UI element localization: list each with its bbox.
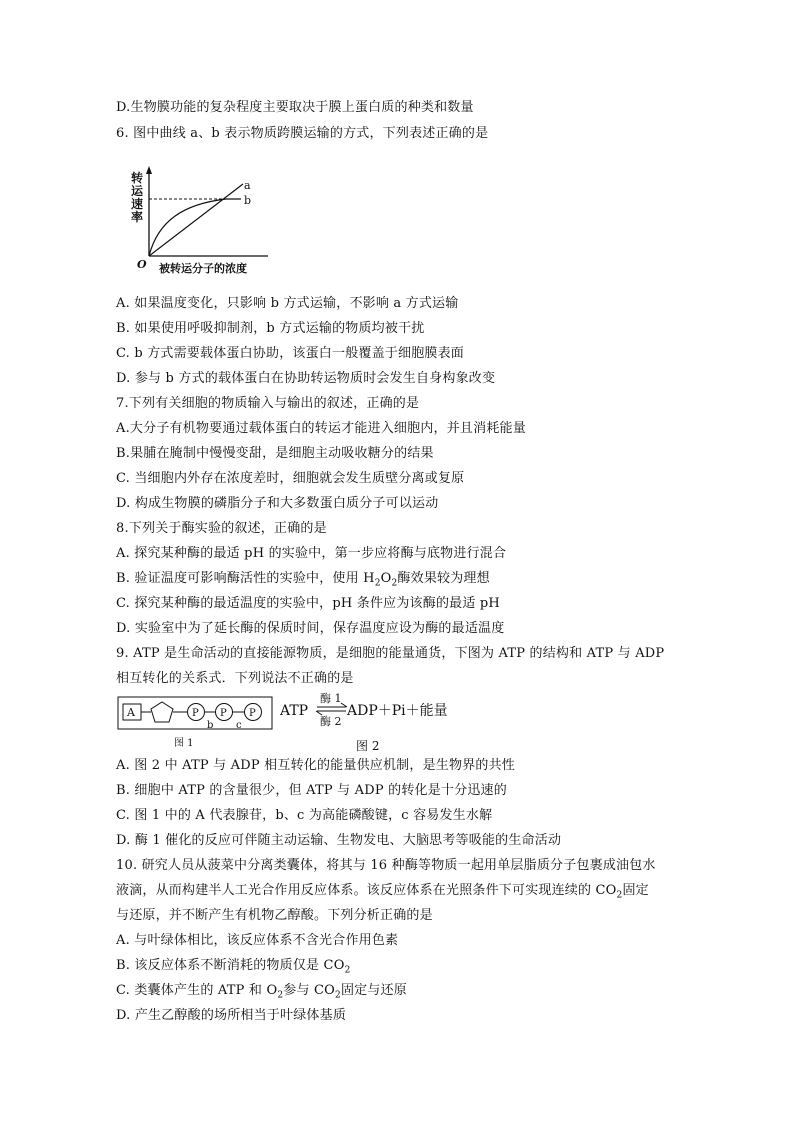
- q8-option-d: D. 实验室中为了延长酶的保质时间，保存温度应设为酶的最适温度: [116, 621, 505, 636]
- equation-products: ADP＋Pi＋能量: [347, 703, 448, 719]
- question-9-stem-line2: 相互转化的关系式．下列说法不正确的是: [116, 671, 354, 686]
- transport-rate-graph: [128, 166, 278, 278]
- ribose-pentagon: [151, 702, 173, 722]
- q10b-pre: B. 该反应体系不断消耗的物质仅是 CO: [116, 958, 345, 973]
- question-8-stem: 8.下列关于酶实验的叙述，正确的是: [116, 521, 327, 536]
- q8b-sub-1: 2: [374, 578, 381, 589]
- q8b-text-mid: O: [380, 571, 392, 586]
- q6-option-a: A. 如果温度变化，只影响 b 方式运输，不影响 a 方式运输: [116, 296, 459, 311]
- figure-1-caption: 图 1: [174, 738, 194, 749]
- q10-option-a: A. 与叶绿体相比，该反应体系不含光合作用色素: [116, 933, 399, 948]
- phosphate-2-label: P: [220, 708, 227, 719]
- q7-option-b: B.果脯在腌制中慢慢变甜，是细胞主动吸收糖分的结果: [116, 446, 434, 461]
- curve-a: [149, 184, 243, 256]
- enzyme-1-label: 酶 1: [320, 692, 342, 705]
- q10c-post: 固定与还原: [340, 983, 407, 998]
- q7-option-d: D. 构成生物膜的磷脂分子和大多数蛋白质分子可以运动: [116, 496, 439, 511]
- q10-line2-post: 固定: [622, 883, 649, 898]
- q8b-sub-2: 2: [391, 578, 398, 589]
- q7-option-a: A.大分子有机物要通过载体蛋白的转运才能进入细胞内，并且消耗能量: [116, 421, 526, 436]
- figure-2-caption: 图 2: [356, 739, 380, 753]
- q6-option-d: D. 参与 b 方式的载体蛋白在协助转运物质时会发生自身构象改变: [116, 371, 496, 386]
- atp-structure-figure-1: [117, 693, 273, 751]
- option-d-statement: D.生物膜功能的复杂程度主要取决于膜上蛋白质的种类和数量: [116, 100, 474, 115]
- q6-option-c: C. b 方式需要载体蛋白协助，该蛋白一般覆盖于细胞膜表面: [116, 346, 465, 361]
- graph-ylabel: [131, 170, 144, 224]
- q9-option-a: A. 图 2 中 ATP 与 ADP 相互转化的能量供应机制，是生物界的共性: [116, 758, 515, 773]
- question-10-stem-line1: 10. 研究人员从菠菜中分离类囊体，将其与 16 种酶等物质一起用单层脂质分子包裹成油包水: [116, 858, 656, 873]
- adenine-label: A: [127, 706, 135, 719]
- enzyme-2-label: 酶 2: [320, 715, 342, 728]
- q10-option-d: D. 产生乙醇酸的场所相当于叶绿体基质: [116, 1008, 347, 1023]
- y-axis-arrow: [146, 166, 152, 174]
- curve-a-label: a: [244, 179, 251, 192]
- graph-ylabel-char: 运: [131, 184, 144, 198]
- q9-option-b: B. 细胞中 ATP 的含量很少，但 ATP 与 ADP 的转化是十分迅速的: [116, 783, 507, 798]
- graph-ylabel-char: 转: [131, 171, 144, 185]
- q7-option-c: C. 当细胞内外存在浓度差时，细胞就会发生质壁分离或复原: [116, 471, 465, 486]
- q8b-text-post: 酶效果较为理想: [397, 571, 490, 586]
- curve-b: [149, 199, 241, 256]
- q8-option-b: [116, 570, 490, 588]
- graph-ylabel-char: 速: [131, 197, 144, 211]
- q8-option-a: A. 探究某种酶的最适 pH 的实验中，第一步应将酶与底物进行混合: [116, 546, 507, 561]
- q9-option-c: C. 图 1 中的 A 代表腺苷，b、c 为高能磷酸键，c 容易发生水解: [116, 808, 493, 823]
- q8-option-c: C. 探究某种酶的最适温度的实验中，pH 条件应为该酶的最适 pH: [116, 596, 500, 611]
- q10-line2-sub: 2: [616, 890, 623, 901]
- q10c-sub-1: 2: [277, 990, 284, 1001]
- atp-adp-equation-figure-2: [280, 690, 480, 754]
- question-10-stem-line2: [116, 882, 649, 900]
- q10c-mid: 参与 CO: [283, 983, 335, 998]
- q8b-text-pre: B. 验证温度可影响酶活性的实验中，使用 H: [116, 571, 375, 586]
- graph-origin: O: [137, 258, 147, 271]
- bond-c-label: c: [236, 720, 242, 731]
- phosphate-1-label: P: [192, 708, 199, 719]
- question-7-stem: 7.下列有关细胞的物质输入与输出的叙述，正确的是: [116, 396, 420, 411]
- q10c-pre: C. 类囊体产生的 ATP 和 O: [116, 983, 278, 998]
- q10-option-b: [116, 957, 351, 975]
- question-9-stem-line1: 9. ATP 是生命活动的直接能源物质，是细胞的能量通货，下图为 ATP 的结构和 ATP 与 ADP: [116, 646, 665, 661]
- q10b-sub: 2: [344, 965, 351, 976]
- q10-option-c: [116, 982, 407, 1000]
- question-6-stem: 6. 图中曲线 a、b 表示物质跨膜运输的方式，下列表述正确的是: [116, 126, 489, 141]
- question-10-stem-line3: 与还原，并不断产生有机物乙醇酸。下列分析正确的是: [116, 908, 433, 923]
- graph-ylabel-char: 率: [131, 210, 144, 224]
- q9-option-d: D. 酶 1 催化的反应可伴随主动运输、生物发电、大脑思考等吸能的生命活动: [116, 833, 562, 848]
- q10c-sub-2: 2: [335, 990, 341, 1001]
- bond-b-label: b: [207, 720, 214, 731]
- svg-text:转运速率: [131, 170, 144, 224]
- curve-b-label: b: [244, 194, 252, 207]
- q6-option-b: B. 如果使用呼吸抑制剂，b 方式运输的物质均被干扰: [116, 321, 425, 336]
- equation-atp: ATP: [280, 703, 309, 719]
- graph-xlabel: 被转运分子的浓度: [159, 262, 247, 275]
- phosphate-3-label: P: [249, 708, 256, 719]
- q10-line2-pre: 液滴，从而构建半人工光合作用反应体系。该反应体系在光照条件下可实现连续的 CO: [116, 883, 617, 898]
